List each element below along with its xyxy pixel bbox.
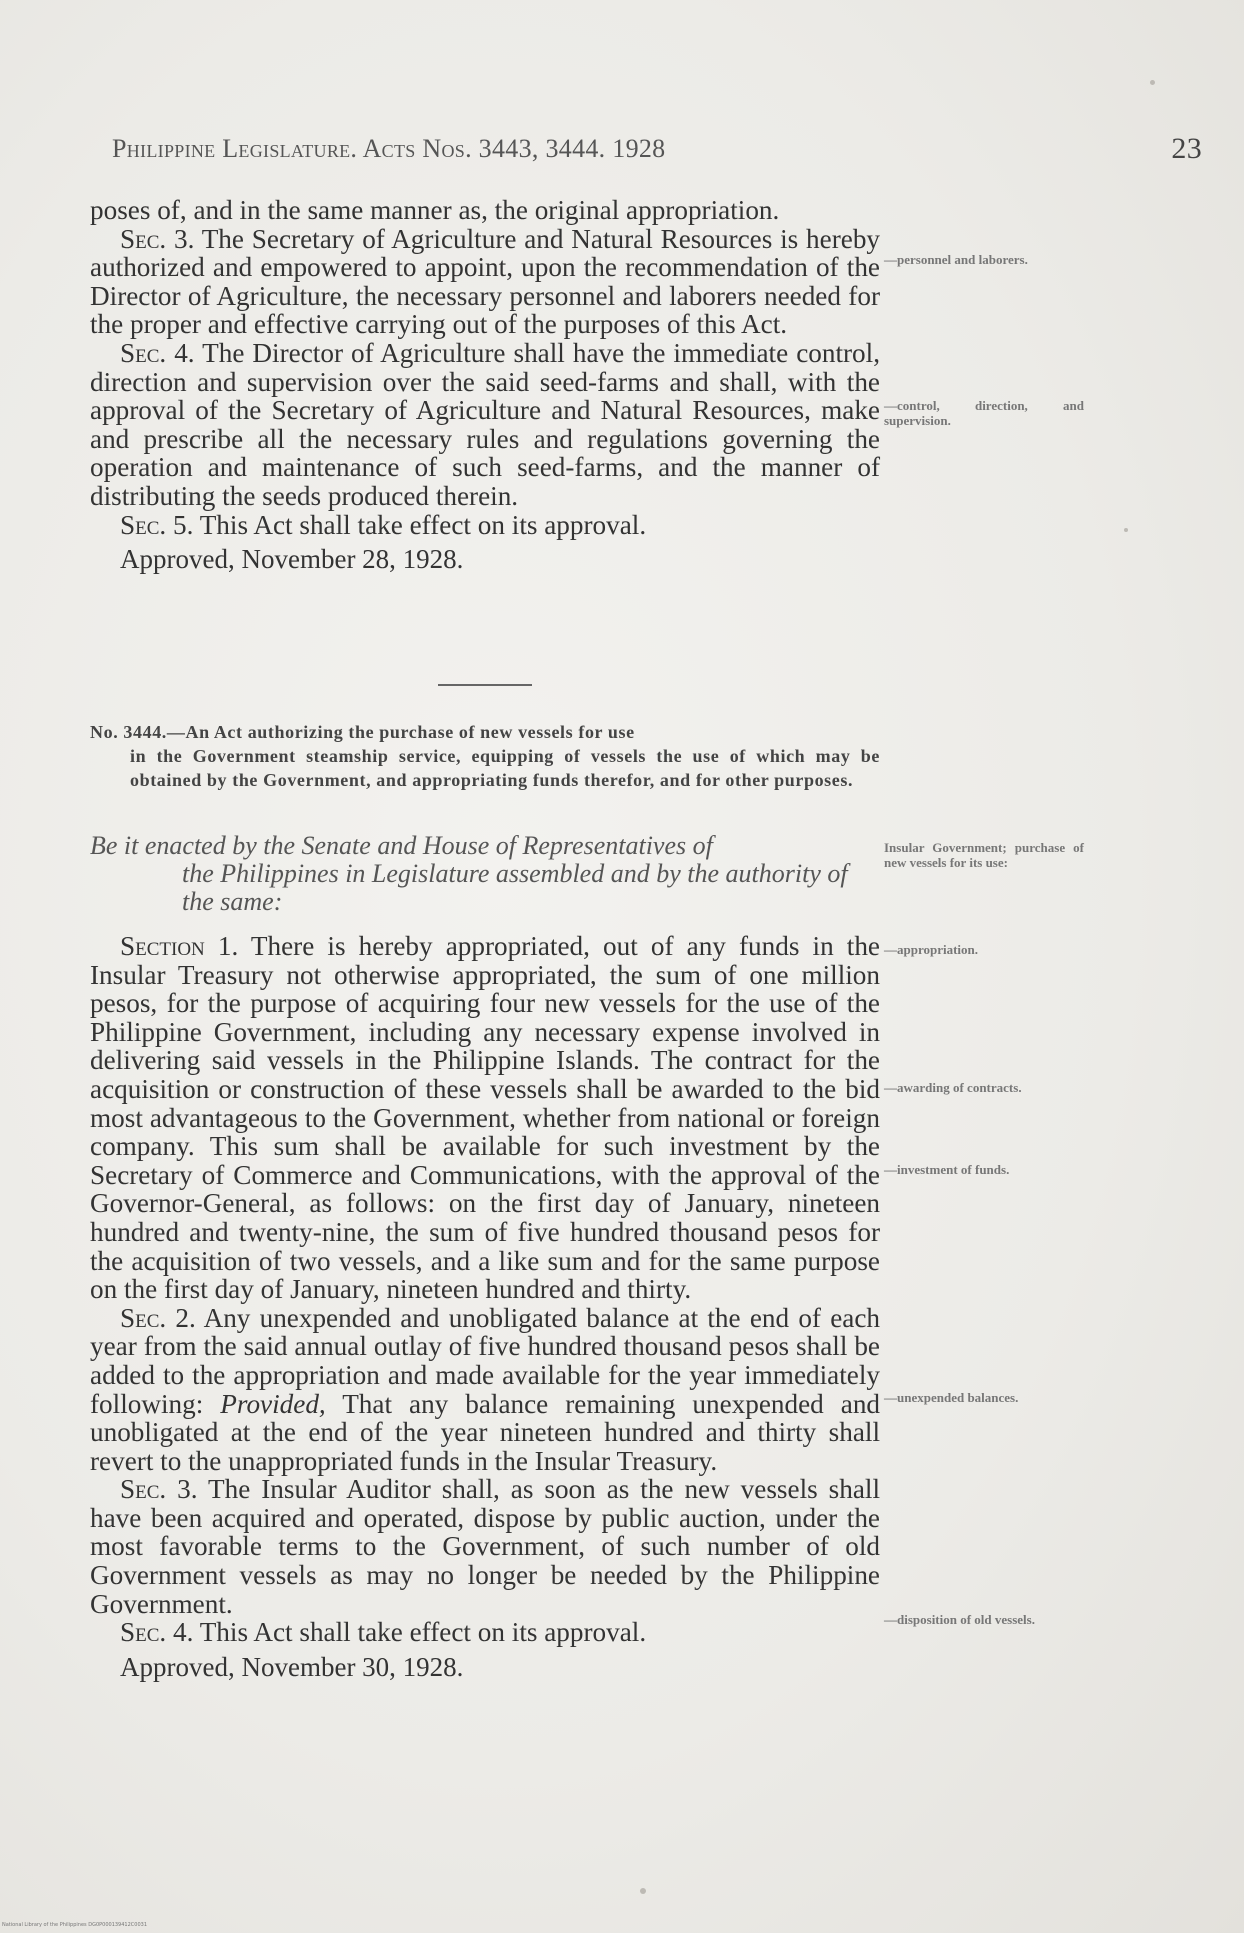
section-3	[90, 225, 880, 339]
margin-note: Insular Government; purchase of new vessels for its use:	[884, 840, 1084, 870]
paragraph-text: This Act shall take effect on its approval.	[199, 509, 647, 540]
enacting-continuation: the Philippines in Legislature assembled and by the authority of the same:	[182, 859, 848, 916]
act-3444-text	[90, 932, 880, 1681]
running-head: Philippine Legislature. Acts Nos. 3443, 3444. 1928	[112, 134, 666, 163]
scan-footer: National Library of the Philippines DG0P000139412C0031	[2, 1922, 147, 1928]
paragraph-text: The Director of Agriculture shall have the immediate control, direction and supervision over the said seed-farms and shall, with the approval of the Secretary of Agriculture and Natural Resources, make and prescribe all the necessary rules and regulations governing the operation and maintenance of such seed-farms, and the manner of distributing the seeds produced therein.	[90, 337, 881, 511]
section-3	[90, 1475, 880, 1618]
margin-note: —personnel and laborers.	[884, 252, 1028, 267]
approval-date: Approved, November 28, 1928.	[120, 544, 464, 575]
section-4	[90, 1618, 880, 1647]
section-1	[90, 932, 880, 1304]
paragraph	[90, 196, 880, 225]
proviso-word: Provided,	[220, 1388, 326, 1419]
paragraph-text: The Insular Auditor shall, as soon as the new vessels shall have been acquired and operated, dispose by public auction, under the most favorable terms to the Government, of such number of old Government vessels as may no longer be needed by the Philippine Government.	[90, 1474, 881, 1619]
section-divider	[438, 684, 532, 686]
paragraph-text: Any unexpended and unobligated balance at the end of each year from the said annual outlay of five hundred thousand pesos shall be added to the appropriation and made available for the year immediately following:	[90, 1302, 880, 1419]
paper-speck	[1150, 80, 1155, 85]
paragraph-text: There is hereby appropriated, out of any funds in the Insular Treasury not otherwise appropriated, the sum of one million pesos, for the purpose of acquiring four new vessels for the use of the Philippine Government, including any necessary expense involved in delivering said vessels in the Philippine Islands. The contract for the acquisition or construction of these vessels shall be awarded to the bid most advantageous to the Government, whether from national or foreign company. This sum shall be available for such investment by the Secretary of Commerce and Communications, with the approval of the Governor-General, as follows: on the first day of January, nineteen hundred and twenty-nine, the sum of five hundred thousand pesos for the acquisition of two vessels, and a like sum and for the same purpose on the first day of January, nineteen hundred and thirty.	[90, 931, 880, 1305]
section-label: Sec. 3.	[120, 223, 195, 254]
section-label: Section 1.	[120, 931, 239, 961]
approval-date: Approved, November 30, 1928.	[120, 1651, 464, 1682]
margin-note: —disposition of old vessels.	[884, 1612, 1035, 1627]
page-number: 23	[1171, 132, 1202, 165]
section-4	[90, 339, 880, 511]
section-label: Sec. 4.	[120, 337, 195, 368]
paragraph-text: This Act shall take effect on its approval.	[199, 1617, 647, 1648]
section-2	[90, 1304, 880, 1476]
margin-note: —control, direction, and supervision.	[884, 398, 1084, 428]
margin-note: —investment of funds.	[884, 1162, 1010, 1177]
paragraph-text: The Secretary of Agriculture and Natural Resources is hereby authorized and empowered to appoint, upon the recommendation of the Director of Agriculture, the necessary personnel and laborers needed for the proper and effective carrying out of the purposes of this Act.	[90, 223, 881, 340]
running-header	[112, 134, 1202, 164]
section-label: Sec. 5.	[120, 509, 194, 540]
enacting-line: Be it enacted by the Senate and House of Representatives of	[90, 831, 713, 860]
paper-speck	[1124, 528, 1128, 532]
margin-note: —appropriation.	[884, 942, 979, 957]
margin-note: —awarding of contracts.	[884, 1080, 1022, 1095]
title-line: No. 3444.—An Act authorizing the purchase of new vessels for use	[90, 722, 635, 742]
act-3444-title	[90, 720, 880, 792]
paragraph-text: poses of, and in the same manner as, the original appropriation.	[90, 195, 780, 225]
section-label: Sec. 4.	[120, 1617, 194, 1648]
margin-note: —unexpended balances.	[884, 1390, 1019, 1405]
act-3443-text	[90, 196, 880, 574]
title-continuation: in the Government steamship service, equipping of vessels the use of which may be obtained by the Government, and appropriating funds therefor, and for other purposes.	[130, 746, 880, 790]
enacting-clause	[90, 832, 880, 916]
paper-speck	[640, 1888, 646, 1894]
section-label: Sec. 2.	[120, 1302, 196, 1333]
paragraph-text: That any balance remaining unexpended and unobligated at the end of the year nineteen hundred and thirty shall revert to the unappropriated funds in the Insular Treasury.	[90, 1388, 881, 1476]
section-label: Sec. 3.	[120, 1474, 198, 1505]
section-5	[90, 511, 880, 540]
